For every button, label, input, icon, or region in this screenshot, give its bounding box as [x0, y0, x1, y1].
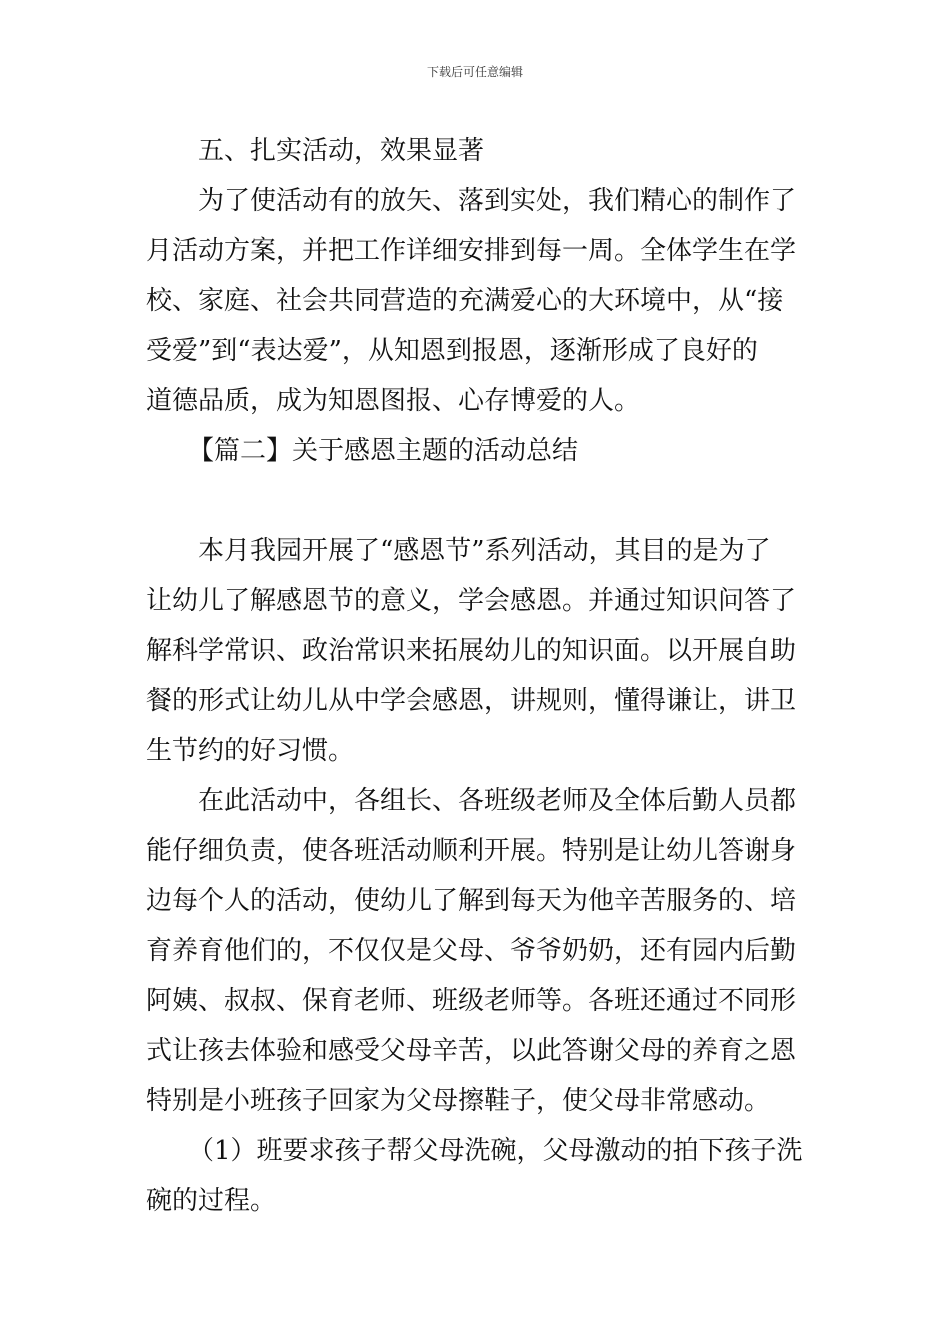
page-header: 下载后可任意编辑	[426, 65, 523, 79]
paragraph-line: 为了使活动有的放矢、落到实处，我们精心的制作了	[198, 186, 797, 216]
paragraph-line: 解科学常识、政治常识来拓展幼儿的知识面。以开展自助	[146, 636, 797, 666]
paragraph-line: 受爱”到“表达爱”，从知恩到报恩，逐渐形成了良好的	[146, 336, 758, 366]
paragraph-line: 餐的形式让幼儿从中学会感恩，讲规则，懂得谦让，讲卫	[146, 686, 797, 716]
section-heading: 五、扎实活动，效果显著	[198, 136, 485, 166]
paragraph-line: 特别是小班孩子回家为父母擦鞋子，使父母非常感动。	[146, 1086, 771, 1116]
article-title: 【篇二】关于感恩主题的活动总结	[188, 436, 579, 466]
paragraph-line: 校、家庭、社会共同营造的充满爱心的大环境中，从“接	[146, 286, 784, 316]
paragraph-line: 让幼儿了解感恩节的意义，学会感恩。并通过知识问答了	[146, 586, 797, 616]
paragraph-line: 能仔细负责，使各班活动顺利开展。特别是让幼儿答谢身	[146, 836, 797, 866]
paragraph-line: 碗的过程。	[146, 1186, 277, 1216]
paragraph-line: 边每个人的活动，使幼儿了解到每天为他辛苦服务的、培	[146, 886, 797, 916]
paragraph-line: （1）班要求孩子帮父母洗碗，父母激动的拍下孩子洗	[188, 1136, 803, 1166]
paragraph-line: 在此活动中，各组长、各班级老师及全体后勤人员都	[198, 786, 797, 816]
paragraph-line: 生节约的好习惯。	[146, 736, 355, 766]
paragraph-line: 育养育他们的，不仅仅是父母、爷爷奶奶，还有园内后勤	[146, 936, 797, 966]
paragraph-line: 阿姨、叔叔、保育老师、班级老师等。各班还通过不同形	[146, 986, 797, 1016]
paragraph-line: 月活动方案，并把工作详细安排到每一周。全体学生在学	[146, 236, 797, 266]
paragraph-line: 本月我园开展了“感恩节”系列活动，其目的是为了	[198, 536, 771, 566]
paragraph-line: 式让孩去体验和感受父母辛苦，以此答谢父母的养育之恩	[146, 1036, 797, 1066]
paragraph-line: 道德品质，成为知恩图报、心存博爱的人。	[146, 386, 641, 416]
